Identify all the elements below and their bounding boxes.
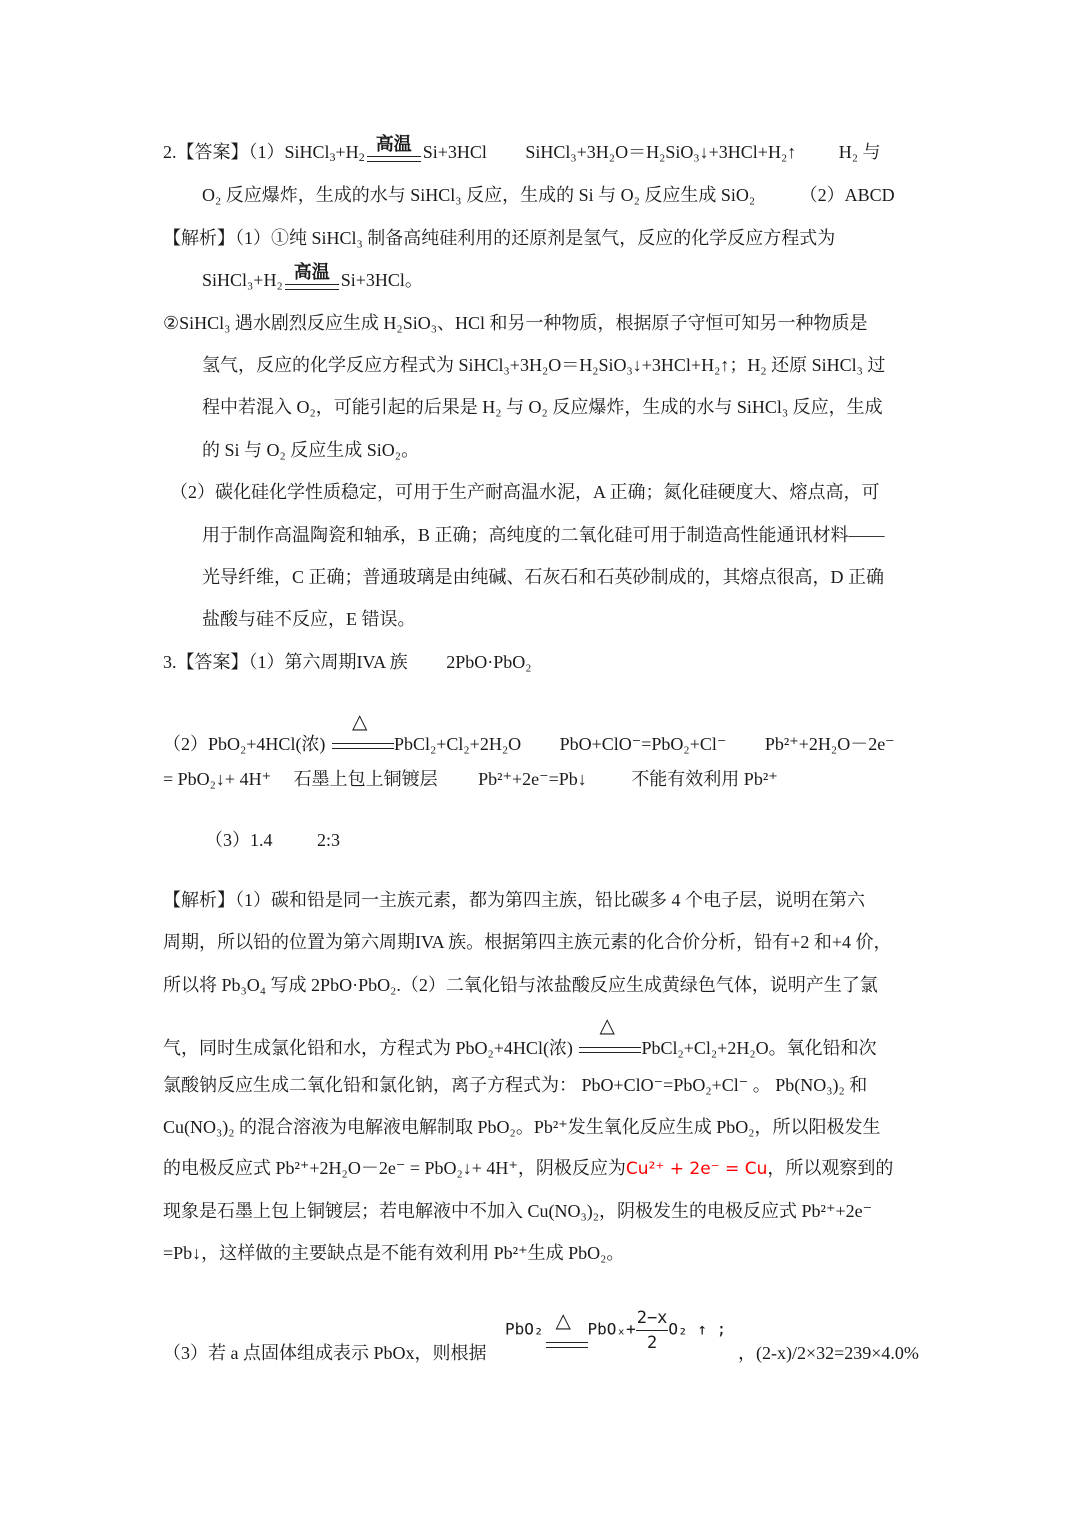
electrode-equation: = PbO₂↓+ 4H⁺ [163,769,272,789]
electrode-equation: Pb²⁺+2e⁻=Pb↓ [478,769,587,789]
answer-text: （3）1.4 [205,830,273,850]
equals-sign-icon [285,284,339,290]
q3-analysis-line-10-end: ，(2-x)/2×32=239×4.0% [738,1343,919,1363]
analysis-text: 气，同时生成氯化铅和水，方程式为 PbO₂+4HCl(浓) [163,1038,573,1058]
answer-text: 2:3 [317,830,341,850]
q2-answer-line-1: 2.【答案】$(1)SiHCl_3+H_2$ 高温 Si+3HCl SiHCl₃+3H₂O＝H₂SiO₃↓+3HCl+H₂↑ H₂ 与 [163,134,881,164]
ionic-equation: PbO+ClO⁻=PbO₂+Cl⁻ [559,734,727,754]
equals-sign-icon [367,156,421,162]
equation-product: Si+3HCl [422,142,487,162]
q3-analysis-line-7 [163,1156,893,1181]
decomposition-equation [505,1306,726,1366]
equation-hydrolysis: SiHCl₃+3H₂O＝H₂SiO₃↓+3HCl+H₂↑ [525,142,797,162]
q3-analysis-line-1: 【解析】（1）碳和铅是同一主族元素，都为第四主族，铅比碳多 4 个电子层，说明在第六 [163,890,865,910]
q2-analysis-line-1: 【解析】（1）①纯 SiHCl₃ 制备高纯硅利用的还原剂是氢气，反应的化学反应方程式为 [163,228,836,248]
answer-label: 2.【答案】（1）SiHCl [163,142,330,162]
answer-text: H₂ 与 [838,142,881,162]
heat-condition [544,1310,588,1355]
analysis-text: 的电极反应式 Pb²⁺+2H₂O－2e⁻ = PbO₂↓+ 4H⁺，阴极反应为 [163,1158,626,1178]
delta-icon: △ [599,1015,615,1037]
heat-condition [577,1015,641,1060]
q2-analysis-line-10: 盐酸与硅不反应，E 错误。 [202,609,416,629]
delta-icon: △ [351,711,368,733]
answer-text: （2）ABCD [799,185,895,205]
high-temp-condition [365,134,423,164]
analysis-text: PbCl₂+Cl₂+2H₂O。氧化铅和次 [641,1038,877,1058]
q3-answer-line-2 [163,711,895,756]
high-temp-condition [283,262,341,292]
q3-analysis-line-8: 现象是石墨上包上铜镀层；若电解液中不加入 Cu(NO₃)₂，阴极发生的电极反应式 Pb²⁺+2e⁻ [163,1201,873,1221]
q3-analysis-line-5: 氯酸钠反应生成二氧化铅和氯化钠，离子方程式为： PbO+ClO⁻=PbO₂+Cl⁻ 。 Pb(NO₃)₂ 和 [163,1075,868,1095]
delta-icon: △ [555,1310,571,1332]
q3-answer-line-4 [205,828,340,852]
q2-analysis-line-4: 氢气，反应的化学反应方程式为 SiHCl₃+3H₂O＝H₂SiO₃↓+3HCl+H₂↑；H₂ 还原 SiHCl₃ 过 [202,355,886,375]
q2-analysis-line-8: 用于制作高温陶瓷和轴承，B 正确；高纯度的二氧化硅可用于制造高性能通讯材料—— [202,525,885,545]
answer-text: 石墨上包上铜镀层 [293,769,438,789]
electrode-equation: Pb²⁺+2H₂O－2e⁻ [764,734,895,754]
q2-analysis-line-9: 光导纤维，C 正确；普通玻璃是由纯碱、石灰石和石英砂制成的，其熔点很高，D 正确 [202,567,885,587]
q3-analysis-line-10 [163,1341,487,1365]
answer-text: O₂ 反应爆炸，生成的水与 SiHCl₃ 反应，生成的 Si 与 O₂ 反应生成 SiO₂ [202,185,756,205]
analysis-text: （3）若 a 点固体组成表示 PbOx，则根据 [163,1343,487,1363]
condition-label: 高温 [293,262,330,282]
equation-reactants: （2）PbO₂+4HCl(浓) [163,734,326,754]
q3-analysis-line-3: 所以将 Pb₃O₄ 写成 2PbO·PbO₂.（2）二氧化铅与浓盐酸反应生成黄绿色气体，说明产生了氯 [163,975,878,995]
q2-answer-line-2 [202,183,895,207]
q2-analysis-line-5: 程中若混入 O₂，可能引起的后果是 H₂ 与 O₂ 反应爆炸，生成的水与 SiHCl₃ 反应，生成 [202,397,883,417]
q2-analysis-line-3: ②SiHCl₃ 遇水剧烈反应生成 H₂SiO₃、HCl 和另一种物质，根据原子守恒可知另一种物质是 [163,313,868,333]
q3-analysis-line-6: Cu(NO₃)₂ 的混合溶液为电解液电解制取 PbO₂。Pb²⁺发生氧化反应生成 PbO₂，所以阳极发生 [163,1117,881,1137]
analysis-text: ，所以观察到的 [767,1158,894,1178]
q3-answer-line-3 [163,767,778,791]
equation-product: PbCl₂+Cl₂+2H₂O [393,734,522,754]
q3-analysis-line-9: =Pb↓，这样做的主要缺点是不能有效利用 Pb²⁺生成 PbO₂。 [163,1243,625,1263]
condition-label: 高温 [375,134,412,154]
equals-sign-icon [546,1342,588,1348]
equals-sign-icon [579,1047,641,1053]
fraction [636,1306,669,1355]
cathode-equation-highlight: Cu²⁺ + 2e⁻ = Cu [625,1159,768,1179]
q2-analysis-line-6: 的 Si 与 O₂ 反应生成 SiO₂。 [202,440,420,460]
answer-text: 不能有效利用 Pb²⁺ [631,769,778,789]
equation-reactant: PbO₂ [505,1319,544,1339]
fraction-denominator: 2 [646,1333,658,1353]
answer-text: 2PbO·PbO₂ [446,652,532,672]
q2-analysis-line-7: （2）碳化硅化学性质稳定，可用于生产耐高温水泥，A 正确；氮化硅硬度大、熔点高，可 [170,482,880,502]
answer-label: 3.【答案】（1）第六周期IVA 族 [163,652,408,672]
q3-answer-line-1 [163,650,531,674]
equation-product: Si+3HCl。 [340,270,423,290]
heat-condition [330,711,394,756]
q2-analysis-line-2 [202,262,423,292]
equation-reactants: SiHCl₃+H₂ [202,270,283,290]
equation-product: O₂ ↑ ; [668,1319,727,1339]
q3-analysis-line-2: 周期，所以铅的位置为第六周期IVA 族。根据第四主族元素的化合价分析，铅有+2 和+4 价， [163,932,892,952]
fraction-numerator: 2−x [636,1306,669,1331]
q3-analysis-line-4 [163,1015,877,1060]
equals-sign-icon [332,743,394,749]
equation-product: PbOₓ+ [587,1319,636,1339]
